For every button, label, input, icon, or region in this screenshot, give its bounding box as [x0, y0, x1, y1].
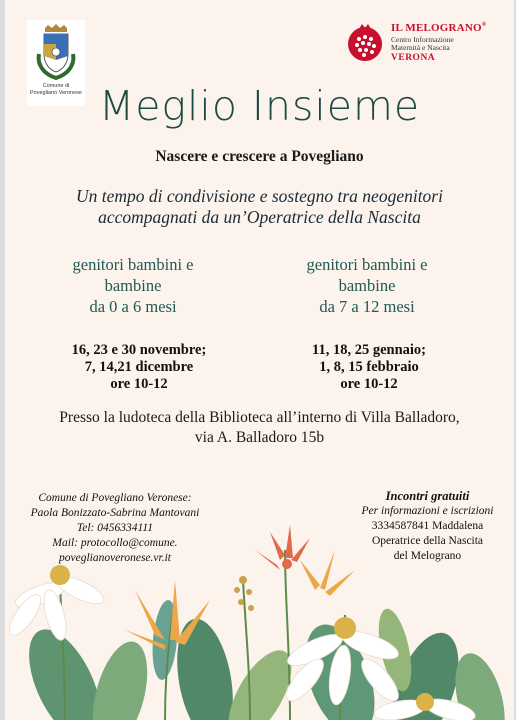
group-line1: genitori bambini e	[306, 255, 428, 274]
contact-line: Comune di Povegliano Veronese:	[38, 492, 192, 504]
logo-name: IL MELOGRANO	[391, 22, 482, 34]
date-line: 7, 14,21 dicembre	[84, 359, 194, 375]
date-line: 11, 18, 25 gennaio;	[312, 342, 426, 358]
flyer-page	[5, 0, 514, 720]
group-line3: da 0 a 6 mesi	[89, 297, 177, 316]
logo-line2: Maternità e Nascita	[391, 43, 450, 52]
info-line: Per informazioni e iscrizioni	[361, 505, 494, 517]
logo-mark: ®	[481, 22, 487, 28]
info-role: Operatrice della Nascita	[371, 535, 484, 547]
group-line1: genitori bambini e	[72, 255, 194, 274]
venue	[15, 408, 504, 448]
time-line: ore 10-12	[110, 376, 168, 392]
info-org: del Melograno	[393, 550, 462, 562]
municipal-crest-icon	[33, 24, 79, 82]
contact-info-registration	[340, 489, 514, 564]
contact-email: Mail: protocollo@comune.	[52, 537, 178, 549]
melograno-logo	[345, 20, 505, 66]
tagline-line2: accompagnati da un’Operatrice della Nascita	[98, 207, 421, 227]
contact-line: Paola Bonizzato-Sabrina Mantovani	[30, 507, 200, 519]
date-line: 1, 8, 15 febbraio	[319, 359, 419, 375]
contact-municipality	[15, 491, 215, 566]
logo-line1: Centro Informazione	[391, 35, 454, 44]
free-meetings-heading: Incontri gratuiti	[385, 489, 470, 503]
venue-line2: via A. Balladoro 15b	[194, 429, 325, 446]
crest-caption-line1: Comune di	[42, 83, 70, 89]
page-subtitle: Nascere e crescere a Povegliano	[155, 148, 364, 165]
group-7-12-months	[267, 254, 467, 317]
contact-phone: Tel: 0456334111	[76, 522, 154, 534]
pomegranate-logo-icon	[345, 23, 385, 63]
dates-group-0-6	[29, 342, 249, 393]
crest-caption-line2: Povegliano Veronese	[30, 89, 82, 96]
info-phone: 3334587841 Maddalena	[371, 520, 484, 532]
group-line3: da 7 a 12 mesi	[319, 297, 415, 316]
group-0-6-months	[33, 254, 233, 317]
page-title: Meglio Insieme	[98, 82, 421, 130]
date-line: 16, 23 e 30 novembre;	[71, 342, 207, 358]
contact-email-cont: poveglianoveronese.vr.it	[59, 552, 171, 564]
dates-group-7-12	[259, 342, 479, 393]
group-line2: bambine	[104, 276, 162, 295]
logo-city: VERONA	[391, 53, 436, 63]
tagline	[25, 186, 494, 228]
group-line2: bambine	[338, 276, 396, 295]
venue-line1: Presso la ludoteca della Biblioteca all’interno di Villa Balladoro,	[59, 409, 460, 426]
tagline-line1: Un tempo di condivisione e sostegno tra neogenitori	[76, 186, 443, 206]
time-line: ore 10-12	[340, 376, 398, 392]
